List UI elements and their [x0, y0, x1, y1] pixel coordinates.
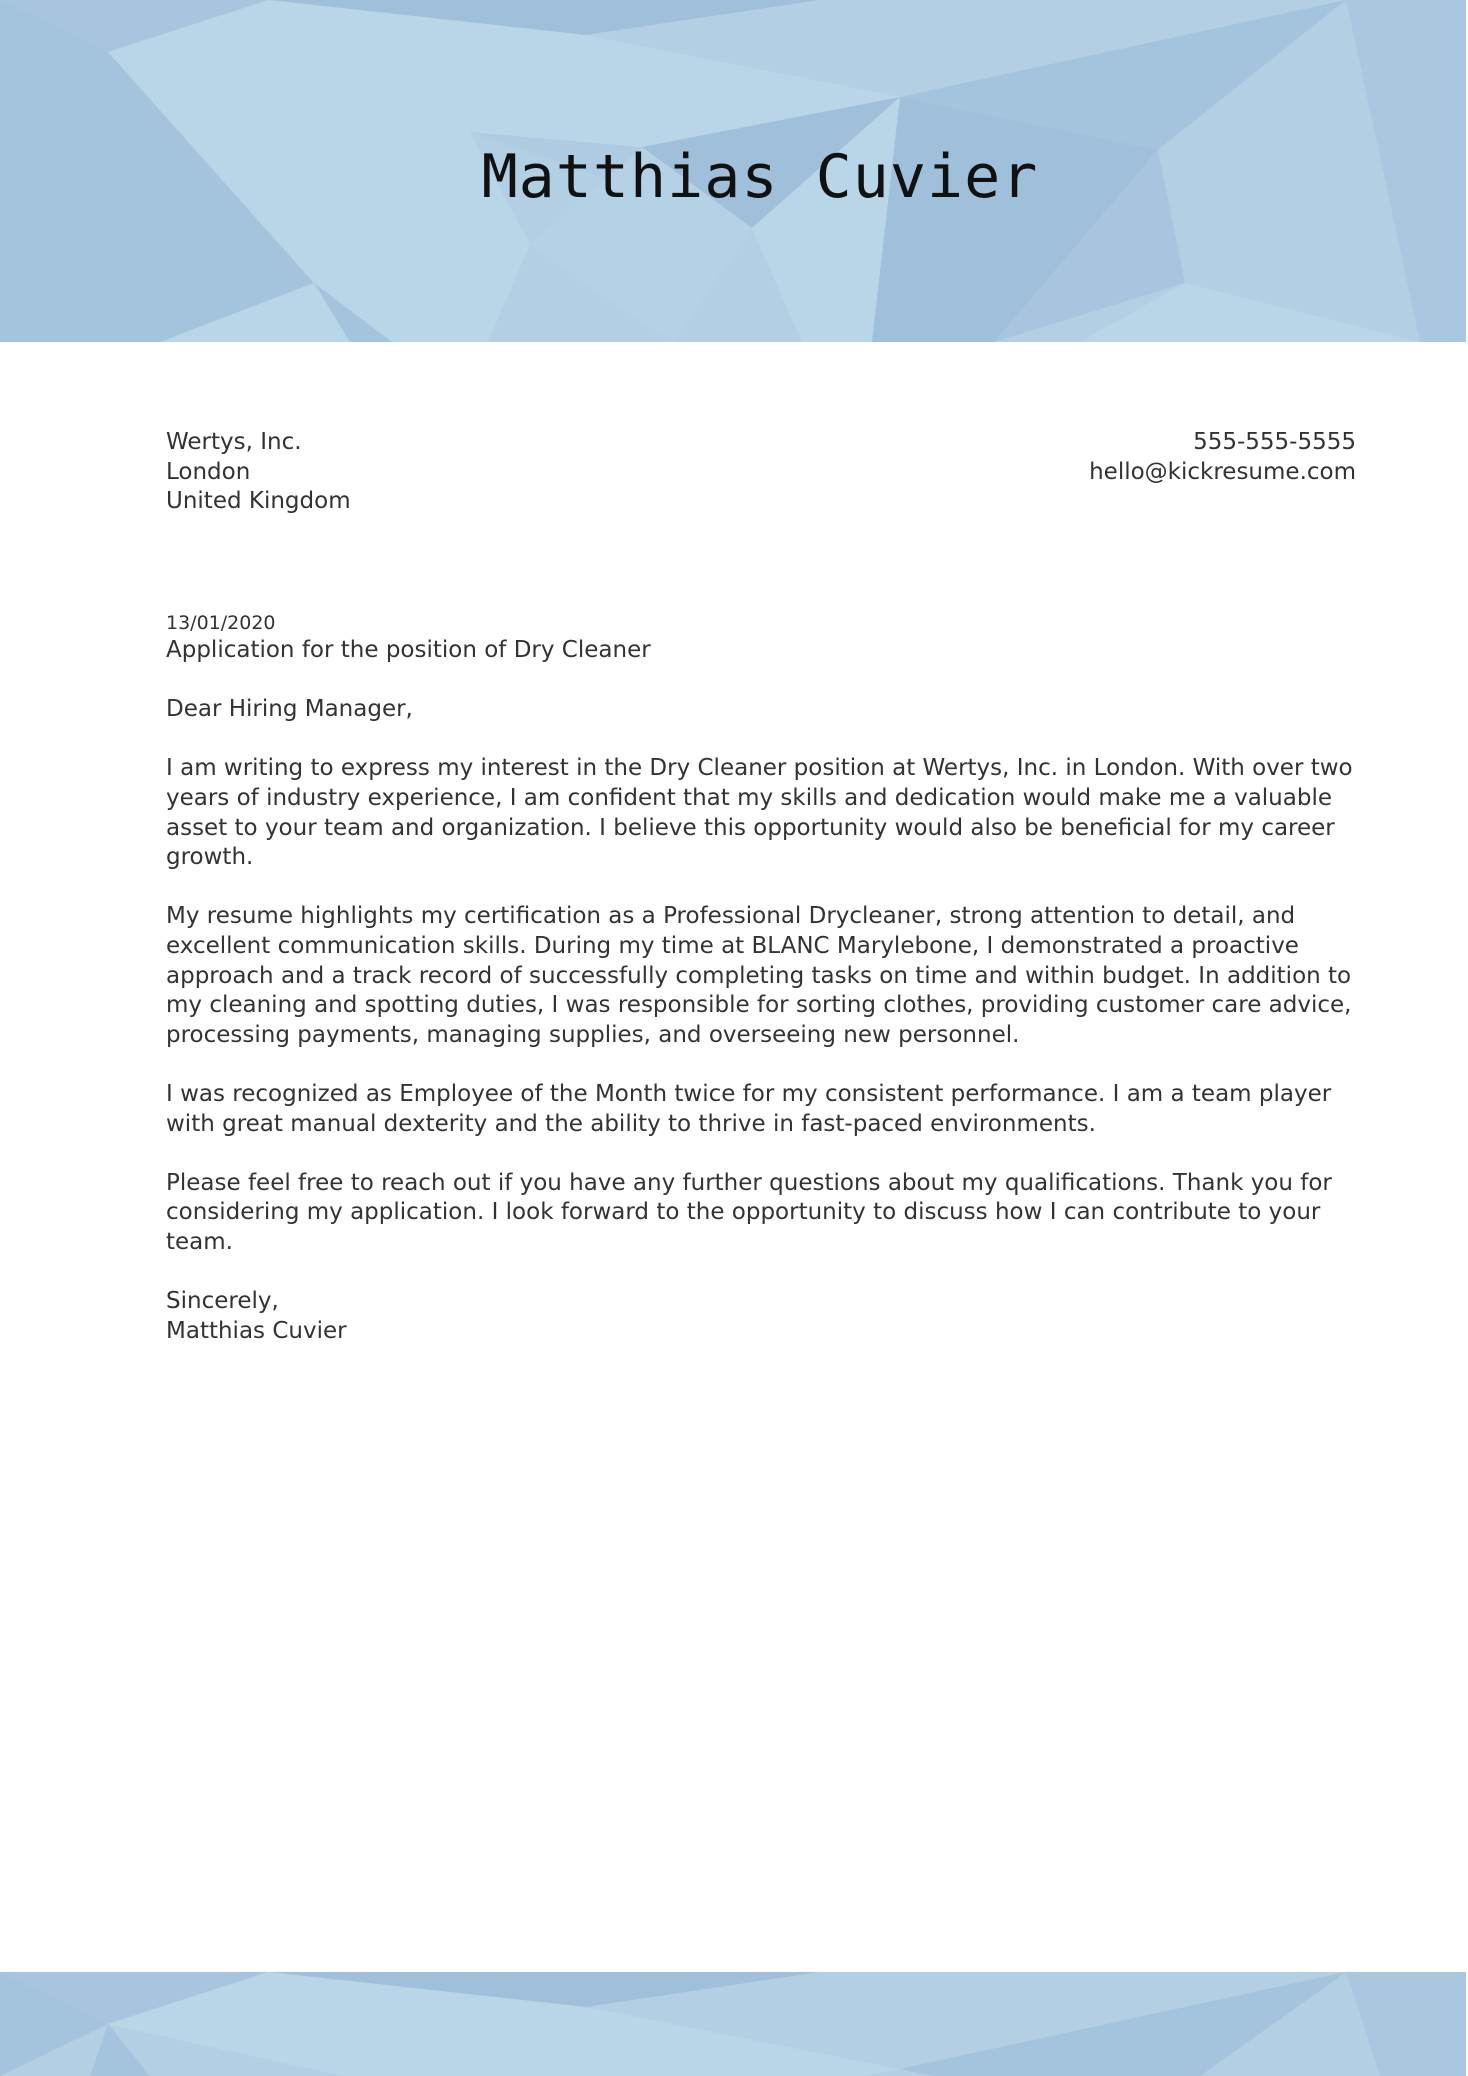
contact-row [166, 424, 1356, 544]
sender-email: hello@kickresume.com [1089, 458, 1356, 485]
low-poly-footer-background [0, 1972, 1468, 2076]
letter-closing [166, 1287, 1356, 1346]
sender-contact [1089, 428, 1356, 487]
header-banner [0, 0, 1468, 342]
closing-phrase: Sincerely, [166, 1288, 279, 1315]
signature-name: Matthias Cuvier [166, 1317, 347, 1344]
letter-paragraph: Please feel free to reach out if you have any further questions about my qualifications. Thank you for considering my application. I look forward to the opportunity to discuss how I can contribute to your team. [166, 1169, 1332, 1255]
letter-paragraph: I am writing to express my interest in the Dry Cleaner position at Wertys, Inc. in London. With over two years of industry experience, I am confident that my skills and dedication would make me a valuable asset to your team and organization. I believe this opportunity would also be beneficial for my career growth. [166, 755, 1353, 871]
letter-body [166, 636, 1356, 1346]
letter-date: 13/01/2020 [166, 612, 276, 634]
footer-banner [0, 1972, 1468, 2076]
recipient-company: Wertys, Inc. [166, 429, 302, 455]
recipient-city: London [166, 458, 251, 485]
letter-paragraph: I was recognized as Employee of the Month twice for my consistent performance. I am a team player with great manual dexterity and the ability to thrive in fast-paced environments. [166, 1080, 1332, 1137]
recipient-country: United Kingdom [166, 488, 351, 515]
letter-salutation: Dear Hiring Manager, [166, 696, 413, 723]
recipient-address [166, 428, 351, 517]
letter-paragraph: My resume highlights my certification as a Professional Drycleaner, strong attention to detail, and excellent communication skills. During my time at BLANC Marylebone, I demonstrated a proactive approach and a track record of successfully completing tasks on time and within budget. In addition to my cleaning and spotting duties, I was responsible for sorting clothes, providing customer care advice, processing payments, managing supplies, and overseeing new personnel. [166, 903, 1352, 1048]
applicant-name-heading: Matthias Cuvier [481, 142, 1039, 212]
letter-subject: Application for the position of Dry Cleaner [166, 637, 651, 663]
sender-phone: 555-555-5555 [1193, 429, 1356, 455]
letter-content [166, 424, 1356, 1344]
